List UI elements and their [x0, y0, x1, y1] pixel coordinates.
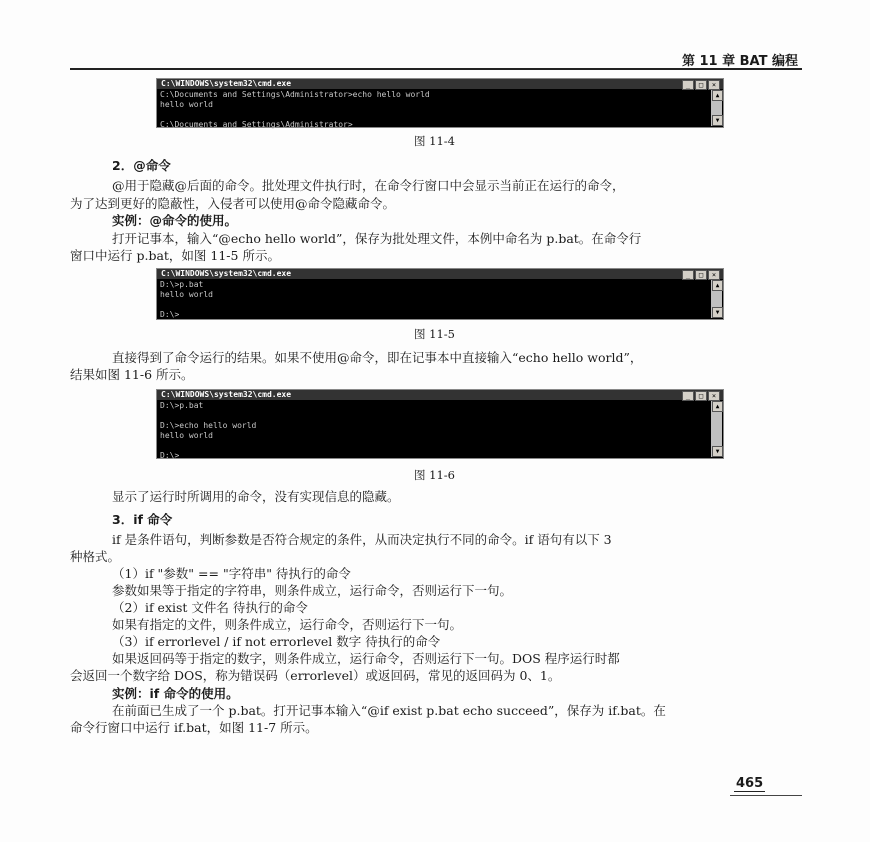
terminal-line: D:\> [160, 451, 180, 460]
format-item: （1）if "参数" == "字符串" 待执行的命令 [112, 566, 351, 581]
maximize-icon[interactable]: □ [695, 391, 707, 401]
paragraph-line: 如果返回码等于指定的数字，则条件成立，运行命令，否则运行下一句。DOS 程序运行时都 [112, 651, 620, 666]
figure-caption: 图 11-4 [414, 134, 455, 148]
paragraph-line: if 是条件语句，判断参数是否符合规定的条件，从而决定执行不同的命令。if 语句有以下 3 [112, 532, 612, 547]
close-icon[interactable]: × [708, 391, 720, 401]
terminal-line [160, 300, 709, 310]
close-icon[interactable]: × [708, 80, 720, 90]
paragraph-line: 显示了运行时所调用的命令，没有实现信息的隐藏。 [112, 489, 400, 504]
scroll-up-icon[interactable]: ▲ [712, 280, 723, 291]
terminal-line: D:\>echo hello world [160, 421, 257, 430]
terminal-line: hello world [160, 431, 213, 440]
terminal-line: D:\>p.bat [160, 401, 204, 410]
footer-rule [730, 795, 802, 796]
minimize-icon[interactable]: _ [682, 80, 694, 90]
paragraph-line: 打开记事本，输入“@echo hello world”，保存为批处理文件，本例中命名为 p.bat。在命令行 [112, 231, 642, 246]
paragraph-line: 窗口中运行 p.bat，如图 11-5 所示。 [70, 248, 280, 263]
figure-caption: 图 11-5 [414, 327, 455, 341]
maximize-icon[interactable]: □ [695, 80, 707, 90]
format-item: （2）if exist 文件名 待执行的命令 [112, 600, 308, 615]
terminal-line: hello world [160, 290, 213, 299]
example-label: 实例：@命令的使用。 [112, 213, 238, 228]
paragraph-line: 如果有指定的文件，则条件成立，运行命令，否则运行下一句。 [112, 617, 463, 632]
paragraph-line: 结果如图 11-6 所示。 [70, 367, 194, 382]
paragraph-line: 直接得到了命令运行的结果。如果不使用@命令，即在记事本中直接输入“echo hello world”， [112, 350, 643, 365]
scroll-down-icon[interactable]: ▼ [712, 307, 723, 318]
minimize-icon[interactable]: _ [682, 391, 694, 401]
scrollbar[interactable] [711, 401, 722, 457]
terminal-line [160, 110, 709, 120]
terminal-line: D:\>p.bat [160, 280, 204, 289]
cmd-window-fig-11-4 [156, 78, 724, 128]
format-item: （3）if errorlevel / if not errorlevel 数字 待执行的命令 [112, 634, 441, 649]
window-title: C:\WINDOWS\system32\cmd.exe [157, 79, 723, 89]
close-icon[interactable]: × [708, 270, 720, 280]
terminal-line [160, 411, 709, 421]
maximize-icon[interactable]: □ [695, 270, 707, 280]
terminal-output [160, 90, 709, 130]
terminal-line: C:\Documents and Settings\Administrator> [160, 120, 353, 129]
paragraph-line: 在前面已生成了一个 p.bat。打开记事本输入“@if exist p.bat echo succeed”，保存为 if.bat。在 [112, 703, 666, 718]
terminal-line: D:\> [160, 310, 180, 319]
page-number: 465 [736, 776, 764, 791]
scroll-down-icon[interactable]: ▼ [712, 115, 723, 126]
scrollbar[interactable] [711, 90, 722, 126]
cmd-window-fig-11-5 [156, 268, 724, 320]
chapter-title: 第 11 章 BAT 编程 [681, 54, 798, 69]
cmd-window-fig-11-6 [156, 389, 724, 459]
paragraph-line: 为了达到更好的隐蔽性，入侵者可以使用@命令隐藏命令。 [70, 196, 396, 211]
scroll-down-icon[interactable]: ▼ [712, 446, 723, 457]
scrollbar[interactable] [711, 280, 722, 318]
terminal-output [160, 280, 709, 320]
paragraph-line: 种格式。 [70, 549, 121, 564]
example-label: 实例：if 命令的使用。 [112, 686, 239, 701]
page-header [70, 50, 802, 70]
paragraph-line: 会返回一个数字给 DOS，称为错误码（errorlevel）或返回码，常见的返回码为 0、1。 [70, 668, 561, 683]
terminal-line [160, 441, 709, 451]
section-heading: 2．@命令 [112, 158, 171, 173]
terminal-line: hello world [160, 100, 213, 109]
window-title: C:\WINDOWS\system32\cmd.exe [157, 269, 723, 279]
terminal-output [160, 401, 709, 461]
paragraph-line: 命令行窗口中运行 if.bat，如图 11-7 所示。 [70, 720, 318, 735]
scroll-up-icon[interactable]: ▲ [712, 401, 723, 412]
paragraph-line: 参数如果等于指定的字符串，则条件成立，运行命令，否则运行下一句。 [112, 583, 513, 598]
paragraph-line: @用于隐藏@后面的命令。批处理文件执行时，在命令行窗口中会显示当前正在运行的命令， [112, 178, 625, 193]
scroll-up-icon[interactable]: ▲ [712, 90, 723, 101]
minimize-icon[interactable]: _ [682, 270, 694, 280]
window-title: C:\WINDOWS\system32\cmd.exe [157, 390, 723, 400]
terminal-line: C:\Documents and Settings\Administrator>echo hello world [160, 90, 430, 99]
section-heading: 3．if 命令 [112, 512, 173, 527]
figure-caption: 图 11-6 [414, 468, 455, 482]
